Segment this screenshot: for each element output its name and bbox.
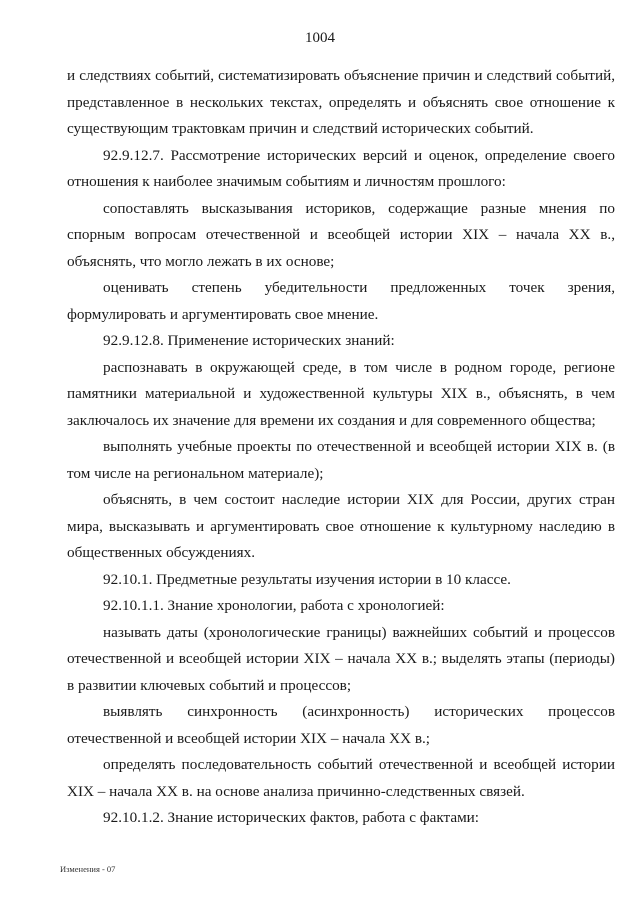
paragraph: 92.10.1.2. Знание исторических фактов, работа с фактами:	[103, 809, 480, 826]
paragraph: оценивать степень убедительности предложенных точек зрения, формулировать и аргументировать свое мнение.	[67, 279, 615, 323]
paragraph: 92.10.1. Предметные результаты изучения истории в 10 классе.	[103, 570, 511, 588]
paragraph: 92.10.1.1. Знание хронологии, работа с хронологией:	[103, 597, 445, 614]
paragraph: выявлять синхронность (асинхронность) исторических процессов отечественной и всеобщей истории XIX – начала XX в.;	[67, 703, 615, 747]
paragraph: сопоставлять высказывания историков, содержащие разные мнения по спорным вопросам отечественной и всеобщей истории XIX – начала XX в., объяснять, что могло лежать в их основе;	[67, 199, 615, 270]
paragraph: и следствиях событий, систематизировать объяснение причин и следствий событий, представленное в нескольких текстах, определять и объяснять свое отношение к существующим трактовкам причин и следствий исторических событий.	[67, 67, 615, 137]
paragraph: 92.9.12.7. Рассмотрение исторических версий и оценок, определение своего отношения к наиболее значимым событиям и личностям прошлого:	[67, 146, 615, 190]
paragraph: выполнять учебные проекты по отечественной и всеобщей истории XIX в. (в том числе на региональном материале);	[67, 438, 615, 482]
document-body	[67, 63, 615, 832]
paragraph: называть даты (хронологические границы) важнейших событий и процессов отечественной и всеобщей истории XIX – начала XX в.; выделять этапы (периоды) в развитии ключевых событий и процессов;	[67, 623, 615, 694]
footer-revision-note: Изменения - 07	[60, 864, 116, 874]
page-number: 1004	[305, 30, 335, 46]
paragraph: определять последовательность событий отечественной и всеобщей истории XIX – начала XX в. на основе анализа причинно-следственных связей.	[67, 756, 615, 800]
paragraph: объяснять, в чем состоит наследие истории XIX для России, других стран мира, высказывать и аргументировать свое отношение к культурному наследию в общественных обсуждениях.	[67, 491, 615, 561]
paragraph: распознавать в окружающей среде, в том числе в родном городе, регионе памятники материальной и художественной культуры XIX в., объяснять, в чем заключалось их значение для времени их создания и для современного общества;	[67, 358, 615, 429]
paragraph: 92.9.12.8. Применение исторических знаний:	[103, 332, 395, 349]
